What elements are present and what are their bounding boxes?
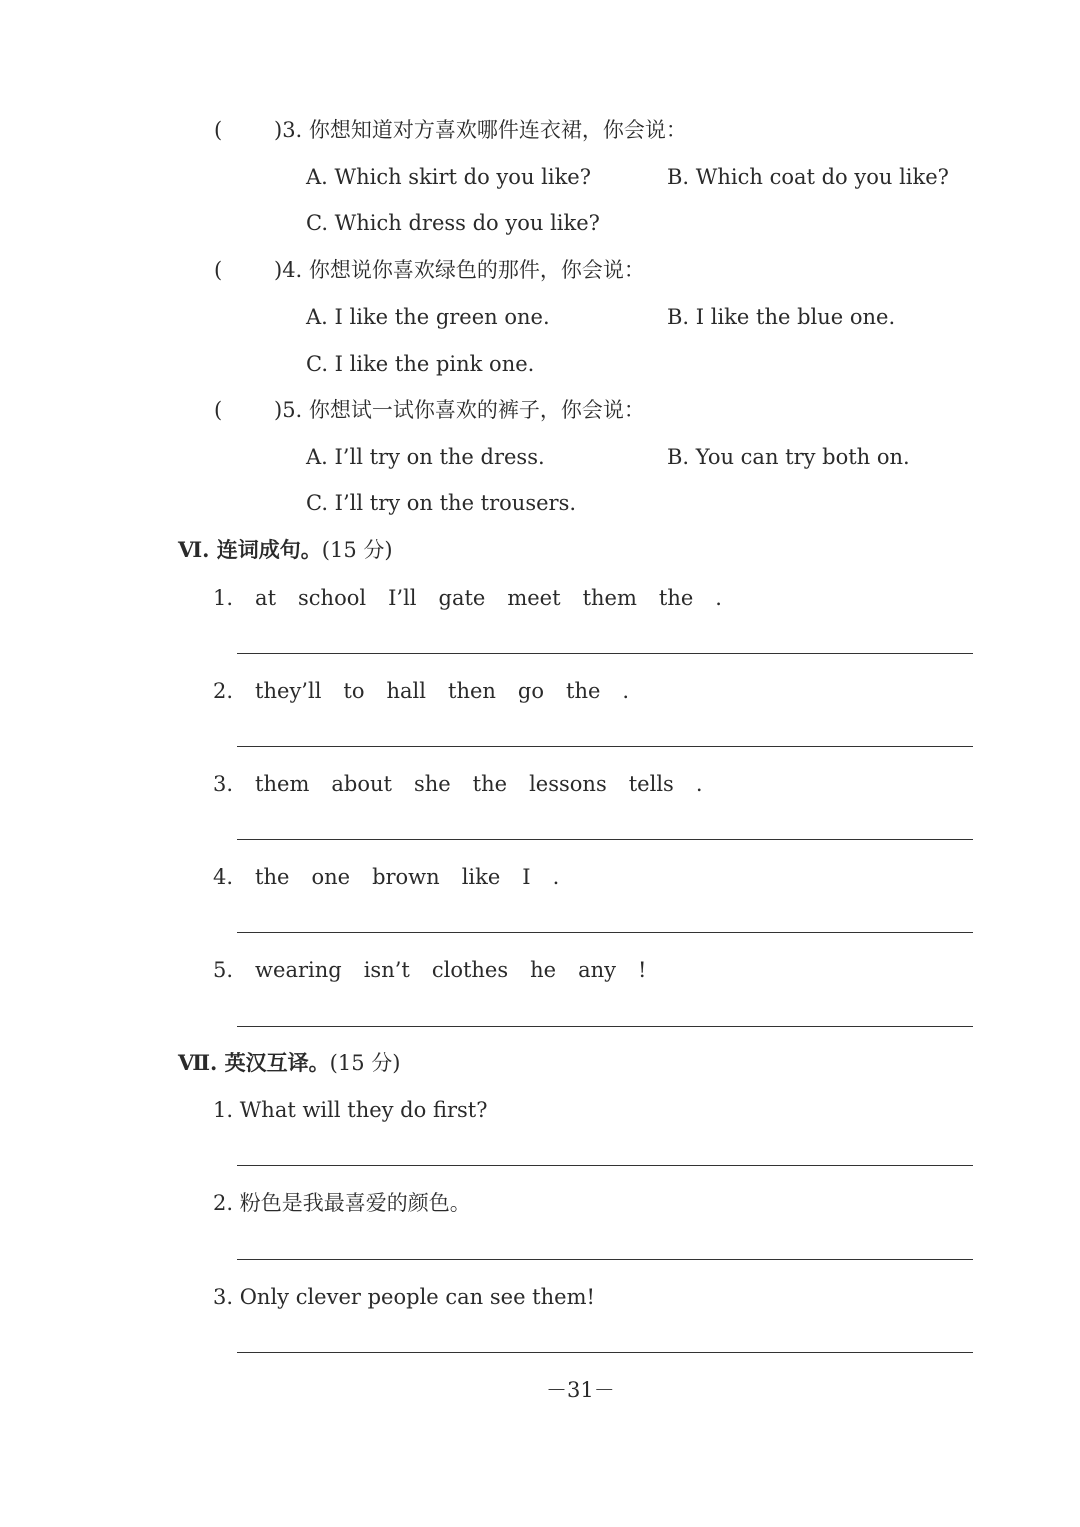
word-chip: one (311, 865, 351, 889)
answer-paren-5-open: ( (214, 398, 223, 422)
question-3-prompt: )3. 你想知道对方喜欢哪件连衣裙，你会说： (274, 118, 687, 142)
word-chip: the (255, 865, 290, 889)
section-6-heading (178, 536, 393, 564)
word-chip: isn’t (363, 958, 410, 982)
item-number: 1. (213, 586, 234, 610)
section-6-title: Ⅵ. 连词成句。 (178, 537, 322, 562)
question-5-option-c: C. I’ll try on the trousers. (306, 491, 577, 515)
reorder-item-5 (213, 956, 668, 984)
question-3-option-b: B. Which coat do you like? (667, 165, 949, 189)
item-number: 5. (213, 958, 234, 982)
answer-line-6-1[interactable] (237, 653, 973, 654)
answer-line-6-3[interactable] (237, 839, 973, 840)
translate-item-2: 2. 粉色是我最喜爱的颜色。 (213, 1191, 471, 1215)
question-4-option-b: B. I like the blue one. (667, 305, 896, 329)
page-number: －31－ (546, 1378, 615, 1402)
word-chip: . (622, 679, 630, 703)
word-chip: . (695, 772, 703, 796)
word-chip: any (578, 958, 617, 982)
reorder-item-1 (213, 584, 744, 612)
section-6-points: (15 分) (321, 538, 393, 562)
word-chip: . (552, 865, 560, 889)
word-chip: she (413, 772, 451, 796)
answer-paren-3-open: ( (214, 118, 223, 142)
section-7-title: Ⅶ. 英汉互译。 (178, 1050, 330, 1075)
question-3-option-c: C. Which dress do you like? (306, 211, 600, 235)
word-chip: he (530, 958, 557, 982)
word-chip: wearing (255, 958, 342, 982)
word-chip: . (715, 586, 722, 610)
reorder-item-4 (213, 863, 581, 891)
answer-line-6-4[interactable] (237, 932, 973, 933)
translate-item-1: 1. What will they do first? (213, 1098, 488, 1122)
answer-line-6-2[interactable] (237, 746, 973, 747)
answer-line-7-2[interactable] (237, 1259, 973, 1260)
answer-line-7-3[interactable] (237, 1352, 973, 1353)
reorder-item-2 (213, 677, 651, 705)
word-chip: go (517, 679, 545, 703)
section-7-heading (178, 1049, 400, 1077)
word-chip: I’ll (388, 586, 417, 610)
answer-line-6-5[interactable] (237, 1026, 973, 1027)
question-4-option-c: C. I like the pink one. (306, 352, 535, 376)
word-chip: to (343, 679, 365, 703)
answer-paren-4-open: ( (214, 258, 223, 282)
word-chip: the (658, 586, 694, 610)
word-chip: then (448, 679, 496, 703)
word-chip: like (461, 865, 501, 889)
word-chip: lessons (529, 772, 607, 796)
word-chip: at (255, 586, 277, 610)
translate-item-3: 3. Only clever people can see them! (213, 1285, 595, 1309)
word-chip: hall (386, 679, 426, 703)
question-5-option-b: B. You can try both on. (667, 445, 910, 469)
answer-line-7-1[interactable] (237, 1165, 973, 1166)
question-3-option-a: A. Which skirt do you like? (306, 165, 591, 189)
word-chip: they’ll (255, 679, 322, 703)
question-4-option-a: A. I like the green one. (306, 305, 550, 329)
word-chip: meet (507, 586, 561, 610)
word-chip: I (522, 865, 531, 889)
word-chip: ! (638, 958, 647, 982)
question-5-prompt: )5. 你想试一试你喜欢的裤子，你会说： (274, 398, 645, 422)
section-7-points: (15 分) (329, 1051, 401, 1075)
item-number: 4. (213, 865, 234, 889)
word-chip: the (566, 679, 601, 703)
question-4-prompt: )4. 你想说你喜欢绿色的那件，你会说： (274, 258, 645, 282)
item-number: 3. (213, 772, 234, 796)
word-chip: tells (628, 772, 674, 796)
question-5-option-a: A. I’ll try on the dress. (306, 445, 545, 469)
word-chip: brown (372, 865, 440, 889)
reorder-item-3 (213, 770, 725, 798)
word-chip: them (255, 772, 310, 796)
item-number: 2. (213, 679, 234, 703)
word-chip: gate (438, 586, 486, 610)
word-chip: the (472, 772, 508, 796)
word-chip: them (582, 586, 637, 610)
word-chip: clothes (431, 958, 509, 982)
word-chip: about (331, 772, 392, 796)
word-chip: school (298, 586, 367, 610)
